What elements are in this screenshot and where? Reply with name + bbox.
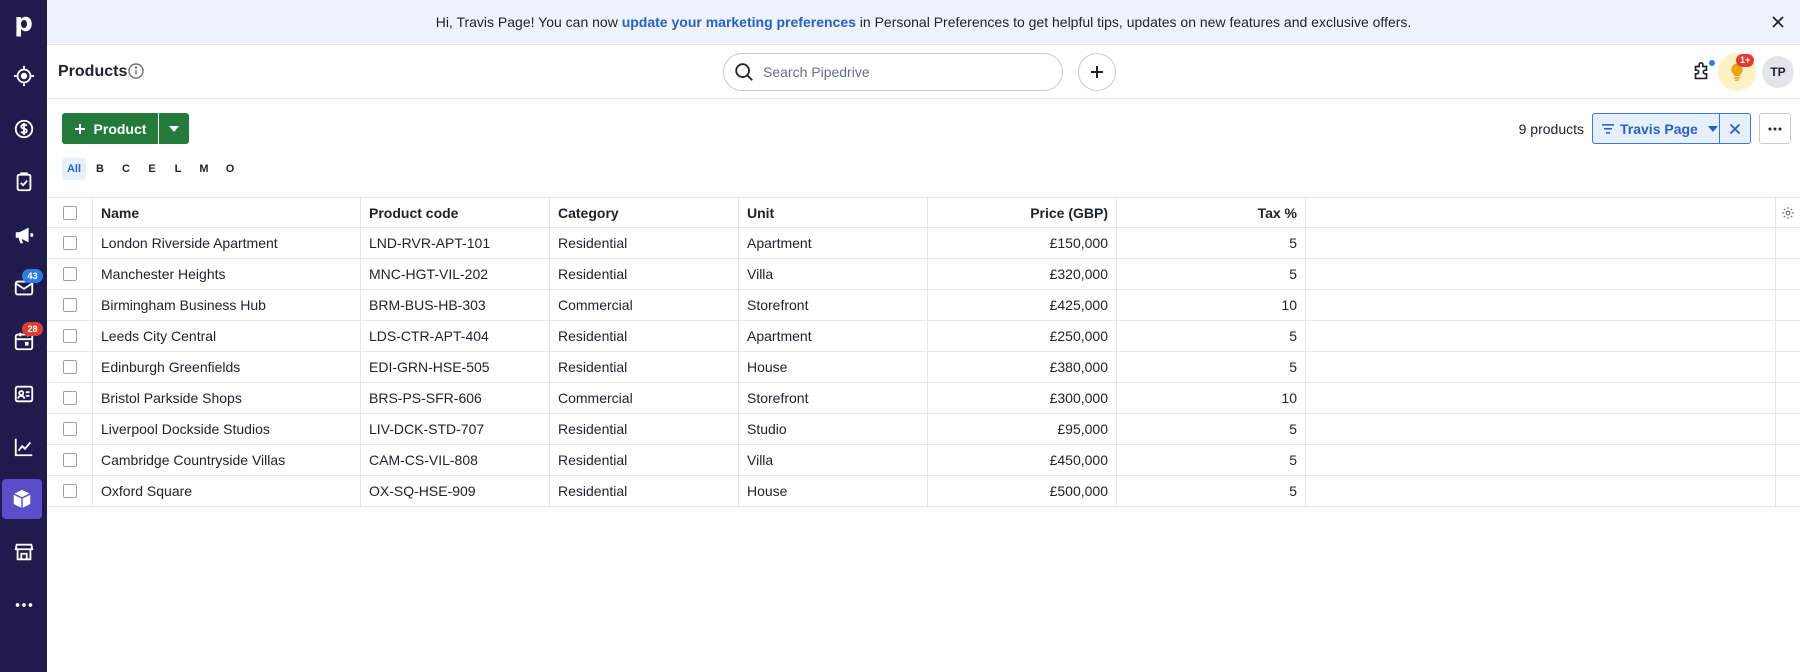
cell-empty [1306, 228, 1776, 258]
column-header-unit[interactable]: Unit [739, 198, 928, 228]
table-row[interactable] [47, 476, 1800, 507]
cell-code: MNC-HGT-VIL-202 [361, 259, 550, 289]
row-checkbox[interactable] [63, 391, 77, 405]
cell-name[interactable]: Liverpool Dockside Studios [93, 414, 361, 444]
table-row[interactable] [47, 352, 1800, 383]
column-header-tax[interactable]: Tax % [1117, 198, 1306, 228]
plus-icon [1089, 64, 1105, 80]
cell-category: Commercial [550, 290, 739, 320]
cell-category: Residential [550, 259, 739, 289]
cell-name[interactable]: London Riverside Apartment [93, 228, 361, 258]
cell-empty [1306, 414, 1776, 444]
letter-filter-l[interactable]: L [174, 163, 182, 175]
cell-unit: Storefront [739, 290, 928, 320]
letter-filter-all[interactable]: All [62, 158, 86, 180]
caret-down-icon [169, 126, 179, 132]
cell-empty [1306, 352, 1776, 382]
cell-code: EDI-GRN-HSE-505 [361, 352, 550, 382]
table-row[interactable] [47, 445, 1800, 476]
notification-dot [1709, 60, 1715, 66]
cell-category: Residential [550, 414, 739, 444]
cell-unit: Studio [739, 414, 928, 444]
column-header-category[interactable]: Category [550, 198, 739, 228]
info-icon[interactable] [127, 62, 145, 80]
letter-filter-m[interactable]: M [199, 163, 209, 175]
cell-category: Residential [550, 321, 739, 351]
megaphone-icon [13, 224, 35, 246]
row-checkbox[interactable] [63, 267, 77, 281]
close-icon [1729, 123, 1741, 135]
sidebar-item-more[interactable] [0, 585, 47, 625]
logo-letter: p [14, 7, 33, 38]
cell-code: BRS-PS-SFR-606 [361, 383, 550, 413]
select-all-checkbox[interactable] [63, 206, 77, 220]
letter-filter-e[interactable]: E [148, 163, 156, 175]
pipedrive-logo[interactable] [0, 0, 47, 45]
row-checkbox[interactable] [63, 329, 77, 343]
marketing-preferences-link[interactable]: update your marketing preferences [621, 14, 856, 30]
cell-code: CAM-CS-VIL-808 [361, 445, 550, 475]
row-select-cell [47, 321, 93, 351]
cell-name[interactable]: Bristol Parkside Shops [93, 383, 361, 413]
cell-empty [1306, 383, 1776, 413]
add-product-label: Product [93, 120, 147, 137]
column-header-code[interactable]: Product code [361, 198, 550, 228]
plus-icon [74, 123, 86, 135]
table-row[interactable] [47, 290, 1800, 321]
cell-name[interactable]: Manchester Heights [93, 259, 361, 289]
row-checkbox[interactable] [63, 422, 77, 436]
row-select-cell [47, 290, 93, 320]
cell-tax: 5 [1117, 445, 1306, 475]
add-product-dropdown[interactable] [159, 113, 189, 144]
quick-add-button[interactable] [1078, 53, 1116, 91]
cell-price: £250,000 [928, 321, 1117, 351]
sidebar-item-marketplace[interactable] [0, 532, 47, 572]
close-icon [1771, 15, 1785, 29]
column-header-name[interactable]: Name [93, 198, 361, 228]
letter-filter-o[interactable]: O [225, 163, 235, 175]
cell-empty [1306, 476, 1776, 506]
chart-line-icon [13, 436, 35, 458]
sidebar-item-mail[interactable] [0, 268, 47, 308]
row-checkbox[interactable] [63, 236, 77, 250]
target-icon [13, 65, 35, 87]
row-checkbox[interactable] [63, 360, 77, 374]
table-row[interactable] [47, 414, 1800, 445]
clipboard-check-icon [13, 171, 35, 193]
more-actions-button[interactable] [1759, 113, 1791, 144]
sidebar-item-calendar[interactable] [0, 321, 47, 361]
row-select-cell [47, 445, 93, 475]
sidebar-item-contacts[interactable] [0, 374, 47, 414]
cell-unit: Villa [739, 445, 928, 475]
column-header-empty [1306, 198, 1776, 228]
cell-code: LDS-CTR-APT-404 [361, 321, 550, 351]
sidebar-item-deals[interactable] [0, 109, 47, 149]
cell-tax: 5 [1117, 321, 1306, 351]
filter-icon [1602, 123, 1614, 135]
mail-badge: 43 [22, 269, 43, 283]
cell-category: Residential [550, 352, 739, 382]
sidebar [0, 0, 47, 672]
row-select-cell [47, 352, 93, 382]
row-checkbox[interactable] [63, 453, 77, 467]
cell-tax: 5 [1117, 228, 1306, 258]
cell-unit: House [739, 352, 928, 382]
dollar-icon [13, 118, 35, 140]
sidebar-item-leads[interactable] [0, 56, 47, 96]
row-select-cell [47, 383, 93, 413]
product-count: 9 products [1518, 121, 1584, 137]
add-product-button[interactable] [62, 113, 158, 144]
cell-name[interactable]: Leeds City Central [93, 321, 361, 351]
sidebar-item-products[interactable] [2, 479, 42, 519]
sidebar-item-insights[interactable] [0, 427, 47, 467]
cell-unit: Apartment [739, 228, 928, 258]
clear-filter-button[interactable] [1719, 113, 1751, 144]
cell-tax: 5 [1117, 259, 1306, 289]
cell-empty [1306, 290, 1776, 320]
sidebar-item-activities[interactable] [0, 162, 47, 202]
table-row[interactable] [47, 228, 1800, 259]
banner-text-prefix: Hi, Travis Page! You can now [435, 14, 622, 30]
calendar-badge: 28 [22, 322, 43, 336]
gear-icon [1781, 206, 1795, 220]
row-checkbox[interactable] [63, 484, 77, 498]
cell-unit: House [739, 476, 928, 506]
cell-category: Commercial [550, 383, 739, 413]
cell-code: LIV-DCK-STD-707 [361, 414, 550, 444]
page-title: Products [58, 63, 128, 80]
column-header-price[interactable]: Price (GBP) [928, 198, 1117, 228]
cell-code: BRM-BUS-HB-303 [361, 290, 550, 320]
letter-filter-b[interactable]: B [96, 163, 104, 175]
row-select-cell [47, 228, 93, 258]
caret-down-icon [1708, 126, 1718, 132]
cell-empty [1306, 321, 1776, 351]
table-row[interactable] [47, 383, 1800, 414]
cell-price: £150,000 [928, 228, 1117, 258]
banner-text-suffix: in Personal Preferences to get helpful tips, updates on new features and exclusive offers. [855, 14, 1412, 30]
cell-price: £380,000 [928, 352, 1117, 382]
row-select-cell [47, 259, 93, 289]
cell-name[interactable]: Cambridge Countryside Villas [93, 445, 361, 475]
banner-close-button[interactable] [1768, 12, 1788, 32]
marketing-banner [47, 0, 1800, 45]
column-settings-button[interactable] [1776, 198, 1800, 228]
search-icon [733, 61, 755, 83]
cell-price: £300,000 [928, 383, 1117, 413]
table-header-row [47, 197, 1800, 228]
cell-empty [1306, 259, 1776, 289]
owner-filter-label: Travis Page [1620, 120, 1698, 137]
cell-unit: Villa [739, 259, 928, 289]
alphabet-filter [62, 158, 242, 180]
cell-price: £450,000 [928, 445, 1117, 475]
sidebar-item-campaigns[interactable] [0, 215, 47, 255]
cell-tax: 5 [1117, 352, 1306, 382]
products-table [47, 197, 1800, 507]
cell-unit: Storefront [739, 383, 928, 413]
cell-empty [1306, 445, 1776, 475]
table-row[interactable] [47, 321, 1800, 352]
contact-card-icon [13, 383, 35, 405]
search-bar[interactable] [723, 53, 1063, 91]
page-header [47, 45, 1800, 99]
more-horizontal-icon [13, 594, 35, 616]
cell-tax: 5 [1117, 476, 1306, 506]
box-icon [11, 488, 33, 510]
cell-tax: 10 [1117, 290, 1306, 320]
cell-category: Residential [550, 476, 739, 506]
cell-price: £320,000 [928, 259, 1117, 289]
cell-price: £95,000 [928, 414, 1117, 444]
search-input[interactable] [763, 64, 1043, 80]
cell-name[interactable]: Birmingham Business Hub [93, 290, 361, 320]
avatar[interactable]: TP [1762, 56, 1794, 88]
row-checkbox[interactable] [63, 298, 77, 312]
cell-tax: 5 [1117, 414, 1306, 444]
cell-category: Residential [550, 228, 739, 258]
more-horizontal-icon [1768, 127, 1782, 131]
letter-filter-c[interactable]: C [122, 163, 130, 175]
cell-unit: Apartment [739, 321, 928, 351]
cell-name[interactable]: Oxford Square [93, 476, 361, 506]
row-select-cell [47, 476, 93, 506]
tips-badge: 1+ [1736, 54, 1754, 67]
cell-price: £425,000 [928, 290, 1117, 320]
table-row[interactable] [47, 259, 1800, 290]
cell-code: OX-SQ-HSE-909 [361, 476, 550, 506]
select-all-cell [47, 198, 93, 228]
cell-tax: 10 [1117, 383, 1306, 413]
store-icon [13, 541, 35, 563]
cell-code: LND-RVR-APT-101 [361, 228, 550, 258]
owner-filter-button[interactable] [1592, 113, 1720, 144]
cell-name[interactable]: Edinburgh Greenfields [93, 352, 361, 382]
cell-category: Residential [550, 445, 739, 475]
cell-price: £500,000 [928, 476, 1117, 506]
row-select-cell [47, 414, 93, 444]
